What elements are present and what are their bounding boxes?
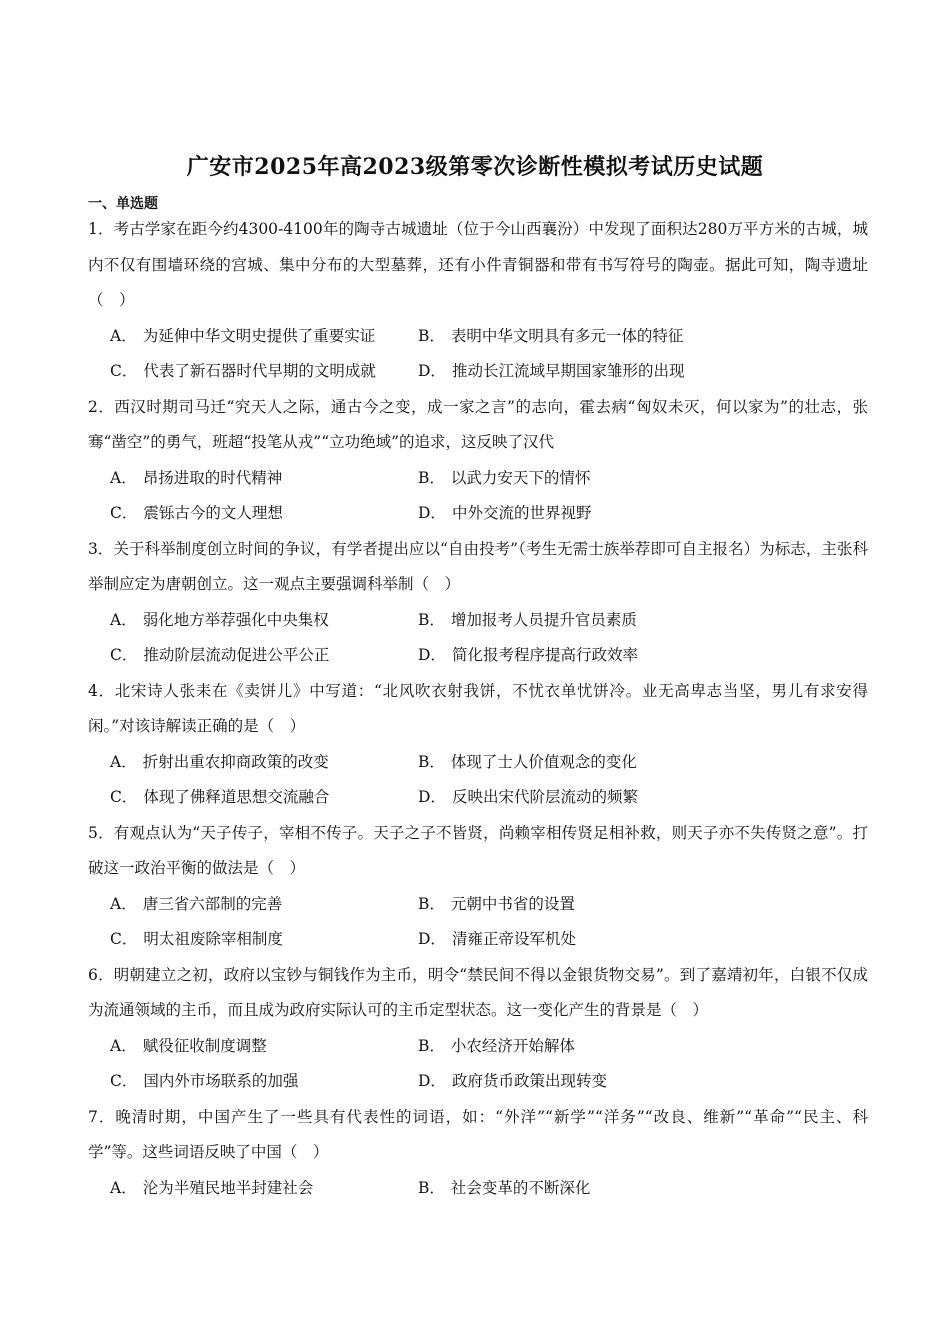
question-stem: 1．考古学家在距今约4300-4100年的陶寺古城遗址（位于今山西襄汾）中发现了面积达280万平方米的古城，城内不仅有围墙环绕的宫城、集中分布的大型墓葬，还有小件青铜器和带有书写符号的陶壶。据此可知，陶寺遗址（ ）: [88, 220, 868, 309]
option-text: 弱化地方举荐强化中央集权: [142, 610, 329, 629]
option-text: 反映出宋代阶层流动的频繁: [451, 788, 638, 806]
option-row: [88, 745, 868, 781]
option-text: 国内外市场联系的加强: [143, 1072, 299, 1090]
option-row: [88, 887, 868, 923]
option-d: [418, 496, 726, 532]
question-2: [88, 390, 868, 532]
option-text: 明太祖废除宰相制度: [143, 930, 283, 948]
option-b: [418, 745, 726, 781]
option-c: [110, 638, 418, 674]
option-a: [110, 319, 418, 355]
option-label: B．: [418, 610, 445, 629]
option-b: [418, 319, 726, 355]
option-text: 中外交流的世界视野: [451, 504, 592, 522]
option-label: A．: [110, 894, 137, 913]
option-d: [418, 780, 726, 816]
question-stem: 7．晚清时期，中国产生了一些具有代表性的词语，如：“外洋”“新学”“洋务”“改良、维新”“革命”“民主、科学”等。这些词语反映了中国（ ）: [88, 1107, 868, 1161]
option-a: [110, 1171, 418, 1207]
option-b: [418, 1171, 726, 1207]
option-label: D．: [418, 362, 446, 380]
question-stem: 2．西汉时期司马迁“究天人之际，通古今之变，成一家之言”的志向，霍去病“匈奴未灭，何以家为”的壮志，张骞“凿空”的勇气，班超“投笔从戎”“立功绝域”的追求，这反映了汉代: [88, 397, 868, 451]
question-stem: 5．有观点认为“天子传子，宰相不传子。天子之子不皆贤，尚赖宰相传贤足相补救，则天子亦不失传贤之意”。打破这一政治平衡的做法是（ ）: [88, 823, 868, 877]
option-c: [110, 780, 418, 816]
option-text: 赋役征收制度调整: [142, 1036, 267, 1055]
question-7: [88, 1100, 868, 1207]
option-label: A．: [110, 752, 137, 771]
option-a: [110, 887, 418, 923]
option-label: C．: [110, 646, 138, 664]
question-5: [88, 816, 868, 958]
option-text: 增加报考人员提升官员素质: [450, 610, 637, 629]
option-label: C．: [110, 930, 138, 948]
option-label: B．: [418, 468, 445, 487]
question-3: [88, 532, 868, 674]
option-label: A．: [110, 610, 137, 629]
option-d: [418, 354, 726, 390]
option-text: 社会变革的不断深化: [450, 1178, 591, 1197]
option-text: 折射出重农抑商政策的改变: [142, 752, 329, 771]
option-label: A．: [110, 1178, 137, 1197]
option-text: 清雍正帝设军机处: [451, 930, 576, 948]
option-label: C．: [110, 504, 138, 522]
question-6: [88, 958, 868, 1100]
question-stem: 3．关于科举制度创立时间的争议，有学者提出应以“自由投考”（考生无需士族举荐即可自主报名）为标志，主张科举制应定为唐朝创立。这一观点主要强调科举制（ ）: [88, 539, 868, 593]
question-stem: 4．北宋诗人张耒在《卖饼儿》中写道：“北风吹衣射我饼，不忧衣单忧饼冷。业无高卑志当坚，男儿有求安得闲。”对该诗解读正确的是（ ）: [88, 681, 868, 735]
question-stem: 6．明朝建立之初，政府以宝钞与铜钱作为主币，明令“禁民间不得以金银货物交易”。到了嘉靖初年，白银不仅成为流通领域的主币，而且成为政府实际认可的主币定型状态。这一变化产生的背景是（ ）: [88, 965, 868, 1019]
option-label: C．: [110, 1072, 138, 1090]
option-label: B．: [418, 752, 445, 771]
option-text: 代表了新石器时代早期的文明成就: [143, 362, 376, 380]
option-row: [88, 1171, 868, 1207]
option-text: 昂扬进取的时代精神: [142, 468, 283, 487]
option-label: A．: [110, 1036, 137, 1055]
question-4: [88, 674, 868, 816]
option-text: 政府货币政策出现转变: [451, 1072, 607, 1090]
option-text: 元朝中书省的设置: [450, 894, 575, 913]
option-text: 推动阶层流动促进公平公正: [143, 646, 330, 664]
option-label: C．: [110, 362, 138, 380]
option-text: 简化报考程序提高行政效率: [451, 646, 638, 664]
option-b: [418, 1029, 726, 1065]
question-1: [88, 212, 868, 390]
option-text: 沦为半殖民地半封建社会: [142, 1178, 314, 1197]
option-label: D．: [418, 788, 446, 806]
option-label: D．: [418, 646, 446, 664]
option-text: 表明中华文明具有多元一体的特征: [450, 326, 684, 345]
option-text: 震铄古今的文人理想: [143, 504, 283, 522]
option-label: B．: [418, 326, 445, 345]
option-label: C．: [110, 788, 138, 806]
option-label: A．: [110, 326, 137, 345]
option-row: [88, 1029, 868, 1065]
option-a: [110, 461, 418, 497]
option-text: 推动长江流域早期国家雏形的出现: [451, 362, 685, 380]
option-label: B．: [418, 1036, 445, 1055]
option-row: [88, 319, 868, 355]
option-b: [418, 887, 726, 923]
option-b: [418, 461, 726, 497]
option-d: [418, 638, 726, 674]
option-d: [418, 1064, 726, 1100]
option-row: [88, 496, 868, 532]
section-heading: 一、单选题: [88, 196, 158, 212]
exam-title: 广安市2025年高2023级第零次诊断性模拟考试历史试题: [186, 154, 764, 180]
option-c: [110, 496, 418, 532]
option-text: 小农经济开始解体: [450, 1036, 575, 1055]
option-d: [418, 922, 726, 958]
option-text: 为延伸中华文明史提供了重要实证: [142, 326, 376, 345]
option-label: D．: [418, 1072, 446, 1090]
option-text: 唐三省六部制的完善: [142, 894, 283, 913]
option-row: [88, 354, 868, 390]
option-row: [88, 780, 868, 816]
option-row: [88, 922, 868, 958]
option-label: D．: [418, 504, 446, 522]
option-text: 以武力安天下的情怀: [450, 468, 591, 487]
option-b: [418, 603, 726, 639]
option-text: 体现了士人价值观念的变化: [450, 752, 637, 771]
option-row: [88, 1064, 868, 1100]
option-c: [110, 354, 418, 390]
option-row: [88, 461, 868, 497]
option-c: [110, 922, 418, 958]
question-list: [88, 212, 868, 1206]
option-c: [110, 1064, 418, 1100]
option-a: [110, 745, 418, 781]
option-label: A．: [110, 468, 137, 487]
option-label: B．: [418, 1178, 445, 1197]
option-a: [110, 1029, 418, 1065]
option-row: [88, 603, 868, 639]
option-label: B．: [418, 894, 445, 913]
option-label: D．: [418, 930, 446, 948]
option-row: [88, 638, 868, 674]
option-text: 体现了佛释道思想交流融合: [143, 788, 330, 806]
option-a: [110, 603, 418, 639]
